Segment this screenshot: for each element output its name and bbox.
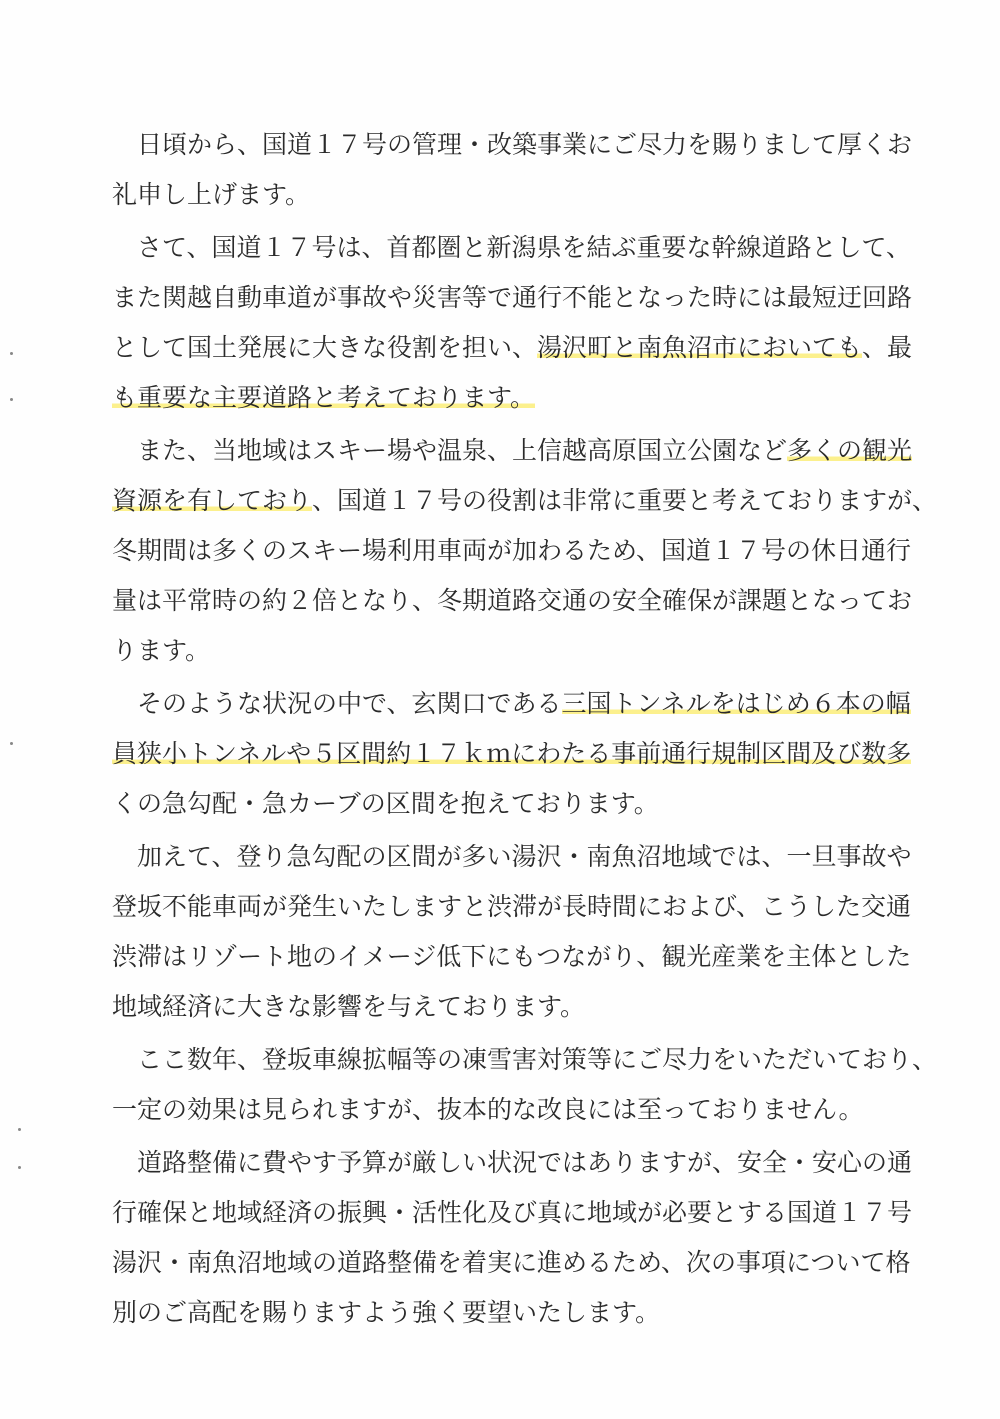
text-segment: 加えて、登り急勾配の区間が多い湯沢・南魚沼地域では、一旦事故や — [137, 842, 912, 871]
highlighted-text: も重要な主要道路と考えております。 — [112, 383, 536, 412]
text-segment: 湯沢・南魚沼地域の道路整備を着実に進めるため、次の事項について格 — [112, 1248, 911, 1277]
text-line — [112, 1238, 911, 1288]
text-line — [112, 1085, 902, 1135]
text-line — [112, 476, 938, 526]
paragraph — [112, 679, 912, 829]
text-line — [112, 729, 912, 779]
text-line — [112, 426, 913, 476]
paragraph — [112, 1138, 913, 1338]
text-line — [112, 373, 902, 423]
text-line — [112, 223, 912, 273]
text-segment: ここ数年、登坂車線拡幅等の凍雪害対策等にご尽力をいただいており、 — [137, 1045, 938, 1074]
text-line — [112, 1138, 913, 1188]
highlighted-text: 員狭小トンネルや５区間約１７ｋｍにわたる事前通行規制区間及び数多 — [112, 739, 912, 768]
text-segment: 冬期間は多くのスキー場利用車両が加わるため、国道１７号の休日通行 — [112, 536, 912, 565]
highlighted-text: 資源を有しており — [112, 486, 313, 515]
text-line — [112, 882, 912, 932]
text-segment: 量は平常時の約２倍となり、冬期道路交通の安全確保が課題となってお — [112, 586, 913, 615]
text-line — [112, 323, 913, 373]
text-segment: 日頃から、国道１７号の管理・改築事業にご尽力を賜りまして厚くお — [137, 130, 913, 159]
text-line — [112, 526, 912, 576]
scan-speck — [18, 1166, 21, 1169]
text-segment: 登坂不能車両が発生いたしますと渋滞が長時間におよび、こうした交通 — [112, 892, 912, 921]
text-line — [112, 1035, 938, 1085]
text-segment: 行確保と地域経済の振興・活性化及び真に地域が必要とする国道１７号 — [112, 1198, 913, 1227]
text-line — [112, 982, 902, 1032]
text-segment: 地域経済に大きな影響を与えております。 — [112, 992, 586, 1021]
text-segment: 一定の効果は見られますが、抜本的な改良には至っておりません。 — [112, 1095, 864, 1124]
text-line — [112, 932, 912, 982]
text-line — [112, 679, 911, 729]
text-segment: として国土発展に大きな役割を担い、 — [112, 333, 538, 362]
text-segment: 、最 — [862, 333, 913, 362]
text-segment: 、国道１７号の役割は非常に重要と考えておりますが、 — [312, 486, 938, 515]
text-line — [112, 120, 913, 170]
scan-speck — [10, 398, 13, 401]
text-segment: くの急勾配・急カーブの区間を抱えております。 — [112, 789, 659, 818]
letter-body — [112, 120, 938, 1341]
text-segment: また関越自動車道が事故や災害等で通行不能となった時には最短迂回路 — [112, 283, 913, 312]
text-segment: さて、国道１７号は、首都圏と新潟県を結ぶ重要な幹線道路として、 — [137, 233, 912, 262]
text-line — [112, 832, 912, 882]
paragraph — [112, 426, 938, 676]
text-segment: 別のご高配を賜りますよう強く要望いたします。 — [112, 1298, 661, 1327]
text-line — [112, 170, 902, 220]
paragraph — [112, 120, 913, 220]
text-line — [112, 576, 913, 626]
scan-speck — [18, 1128, 21, 1131]
scan-speck — [10, 742, 13, 745]
text-segment: そのような状況の中で、玄関口である — [137, 689, 562, 718]
text-segment: ります。 — [112, 636, 211, 665]
text-line — [112, 1288, 902, 1338]
text-segment: 礼申し上げます。 — [112, 180, 311, 209]
text-segment: 道路整備に費やす予算が厳しい状況ではありますが、安全・安心の通 — [137, 1148, 913, 1177]
paragraph — [112, 1035, 938, 1135]
text-line — [112, 273, 913, 323]
paragraph — [112, 832, 912, 1032]
text-segment: 渋滞はリゾート地のイメージ低下にもつながり、観光産業を主体とした — [112, 942, 912, 971]
highlighted-text: 三国トンネルをはじめ６本の幅 — [561, 689, 911, 718]
text-line — [112, 626, 902, 676]
text-segment: また、当地域はスキー場や温泉、上信越高原国立公園など — [137, 436, 788, 465]
text-line — [112, 1188, 913, 1238]
scan-speck — [10, 352, 13, 355]
text-line — [112, 779, 902, 829]
paragraph — [112, 223, 913, 423]
highlighted-text: 湯沢町と南魚沼市においても — [537, 333, 863, 362]
highlighted-text: 多くの観光 — [787, 436, 913, 465]
